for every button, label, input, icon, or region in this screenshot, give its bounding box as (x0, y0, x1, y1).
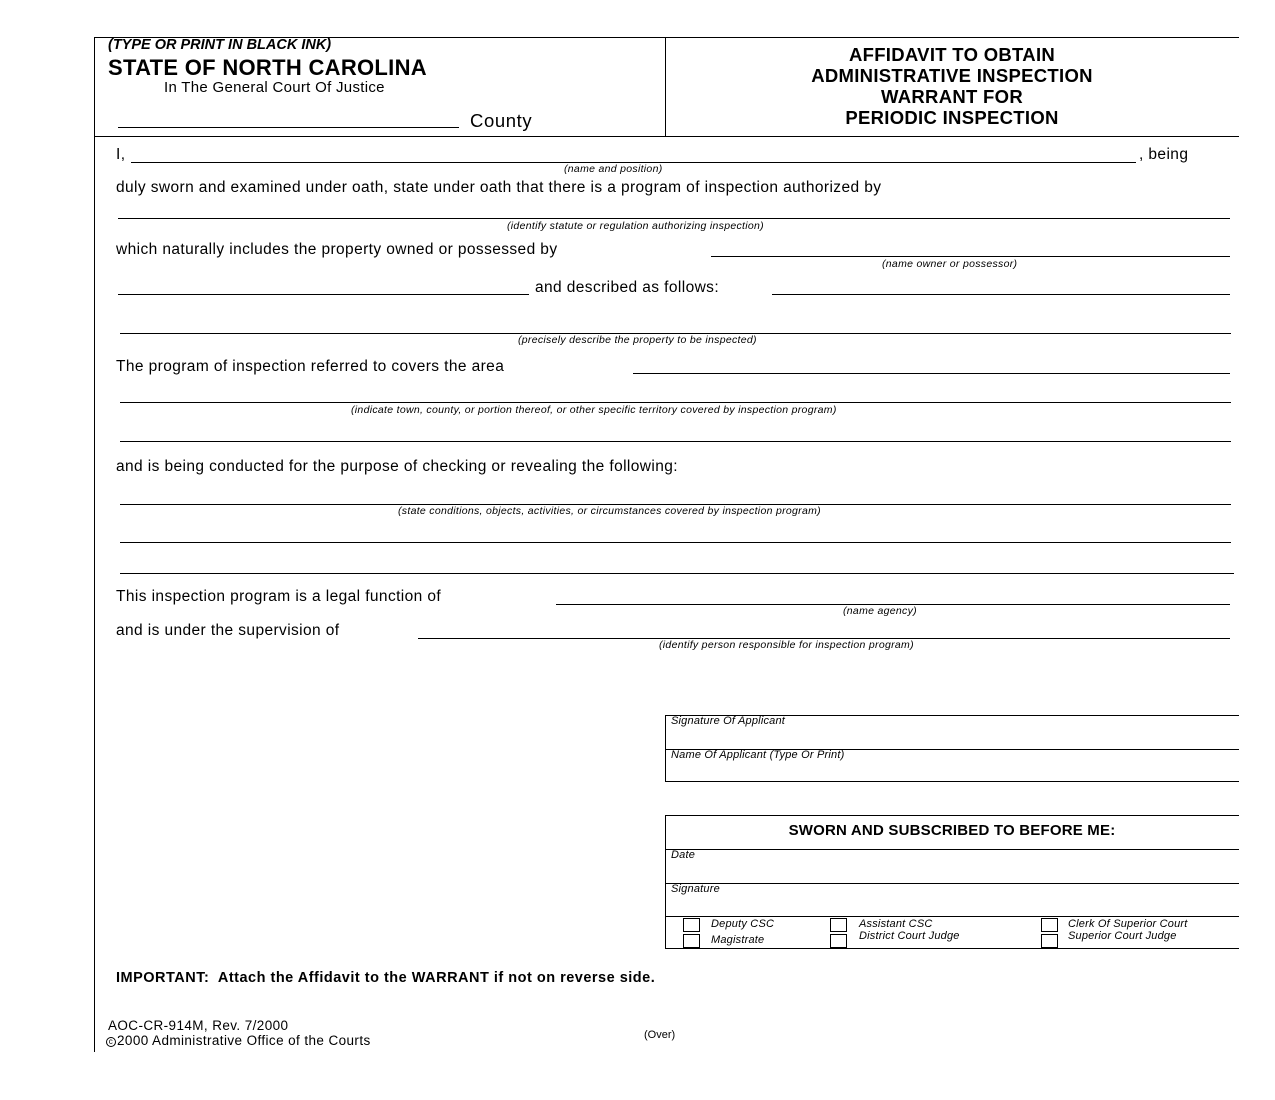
statute-field[interactable] (118, 218, 1230, 219)
superior-judge-label: Superior Court Judge (1068, 930, 1177, 942)
copyright-symbol: c (106, 1037, 116, 1047)
court-name: In The General Court Of Justice (164, 79, 385, 96)
sworn-title: SWORN AND SUBSCRIBED TO BEFORE ME: (788, 822, 1116, 839)
area-text: The program of inspection referred to covers the area (116, 358, 505, 375)
form-title-line-4: PERIODIC INSPECTION (845, 107, 1059, 128)
sworn-signature-label: Signature (671, 883, 720, 895)
district-judge-label: District Court Judge (859, 930, 960, 942)
form-title-line-3: WARRANT FOR (880, 86, 1024, 107)
area-hint: (indicate town, county, or portion thereof, or other specific territory covered by inspection program) (351, 404, 837, 416)
county-field[interactable] (118, 127, 459, 128)
area-field-2[interactable] (120, 402, 1231, 403)
conditions-hint: (state conditions, objects, activities, or circumstances covered by inspection program) (398, 505, 821, 517)
description-field-1[interactable] (772, 294, 1230, 295)
deputy-csc-label: Deputy CSC (711, 918, 775, 930)
assistant-csc-checkbox[interactable] (830, 918, 847, 932)
superior-judge-checkbox[interactable] (1041, 934, 1058, 948)
owner-field[interactable] (711, 256, 1230, 257)
applicant-name-field[interactable] (665, 781, 1239, 782)
statute-hint: (identify statute or regulation authorizing inspection) (507, 220, 764, 232)
i-label: I, (116, 146, 126, 163)
assistant-csc-label: Assistant CSC (859, 918, 933, 930)
name-position-hint: (name and position) (564, 163, 663, 175)
copyright-text: 2000 Administrative Office of the Courts (117, 1033, 371, 1048)
ink-note: (TYPE OR PRINT IN BLACK INK) (108, 37, 332, 53)
area-field-1[interactable] (633, 373, 1230, 374)
form-title-line-1: AFFIDAVIT TO OBTAIN (848, 44, 1056, 65)
legal-function-text: This inspection program is a legal function of (116, 588, 442, 605)
header-bottom-border (94, 136, 1239, 137)
clerk-superior-label: Clerk Of Superior Court (1068, 918, 1188, 930)
sworn-box-bottom (665, 948, 1239, 949)
county-label: County (470, 110, 533, 131)
person-hint: (identify person responsible for inspection program) (659, 639, 914, 651)
left-border (94, 37, 95, 1052)
deputy-csc-checkbox[interactable] (683, 918, 700, 932)
sworn-date-label: Date (671, 849, 696, 861)
over-note: (Over) (644, 1029, 676, 1041)
conditions-field-2[interactable] (120, 542, 1231, 543)
district-judge-checkbox[interactable] (830, 934, 847, 948)
describe-hint: (precisely describe the property to be inspected) (518, 334, 757, 346)
conditions-field-3[interactable] (120, 573, 1234, 574)
sworn-signature-field[interactable] (665, 916, 1239, 917)
being-label: , being (1139, 146, 1189, 163)
oath-text: duly sworn and examined under oath, state under oath that there is a program of inspection authorized by (116, 179, 882, 196)
copyright-line (106, 1033, 371, 1048)
sworn-title-divider (665, 849, 1239, 850)
agency-hint: (name agency) (843, 605, 917, 617)
described-text: and described as follows: (535, 279, 720, 296)
property-text: which naturally includes the property owned or possessed by (116, 241, 558, 258)
magistrate-checkbox[interactable] (683, 934, 700, 948)
sworn-box-top (665, 815, 1239, 816)
clerk-superior-checkbox[interactable] (1041, 918, 1058, 932)
sworn-date-field[interactable] (665, 883, 1239, 884)
purpose-text: and is being conducted for the purpose of checking or revealing the following: (116, 458, 678, 475)
state-title: STATE OF NORTH CAROLINA (108, 55, 427, 80)
supervision-text: and is under the supervision of (116, 622, 340, 639)
owner-continued-field[interactable] (118, 294, 529, 295)
applicant-signature-label: Signature Of Applicant (671, 715, 786, 727)
owner-hint: (name owner or possessor) (882, 258, 1018, 270)
applicant-name-label: Name Of Applicant (Type Or Print) (671, 749, 845, 761)
form-number: AOC-CR-914M, Rev. 7/2000 (108, 1018, 289, 1033)
area-field-3[interactable] (120, 441, 1231, 442)
magistrate-label: Magistrate (711, 934, 765, 946)
form-title-line-2: ADMINISTRATIVE INSPECTION (811, 65, 1093, 86)
important-note: IMPORTANT: Attach the Affidavit to the WARRANT if not on reverse side. (116, 970, 656, 986)
